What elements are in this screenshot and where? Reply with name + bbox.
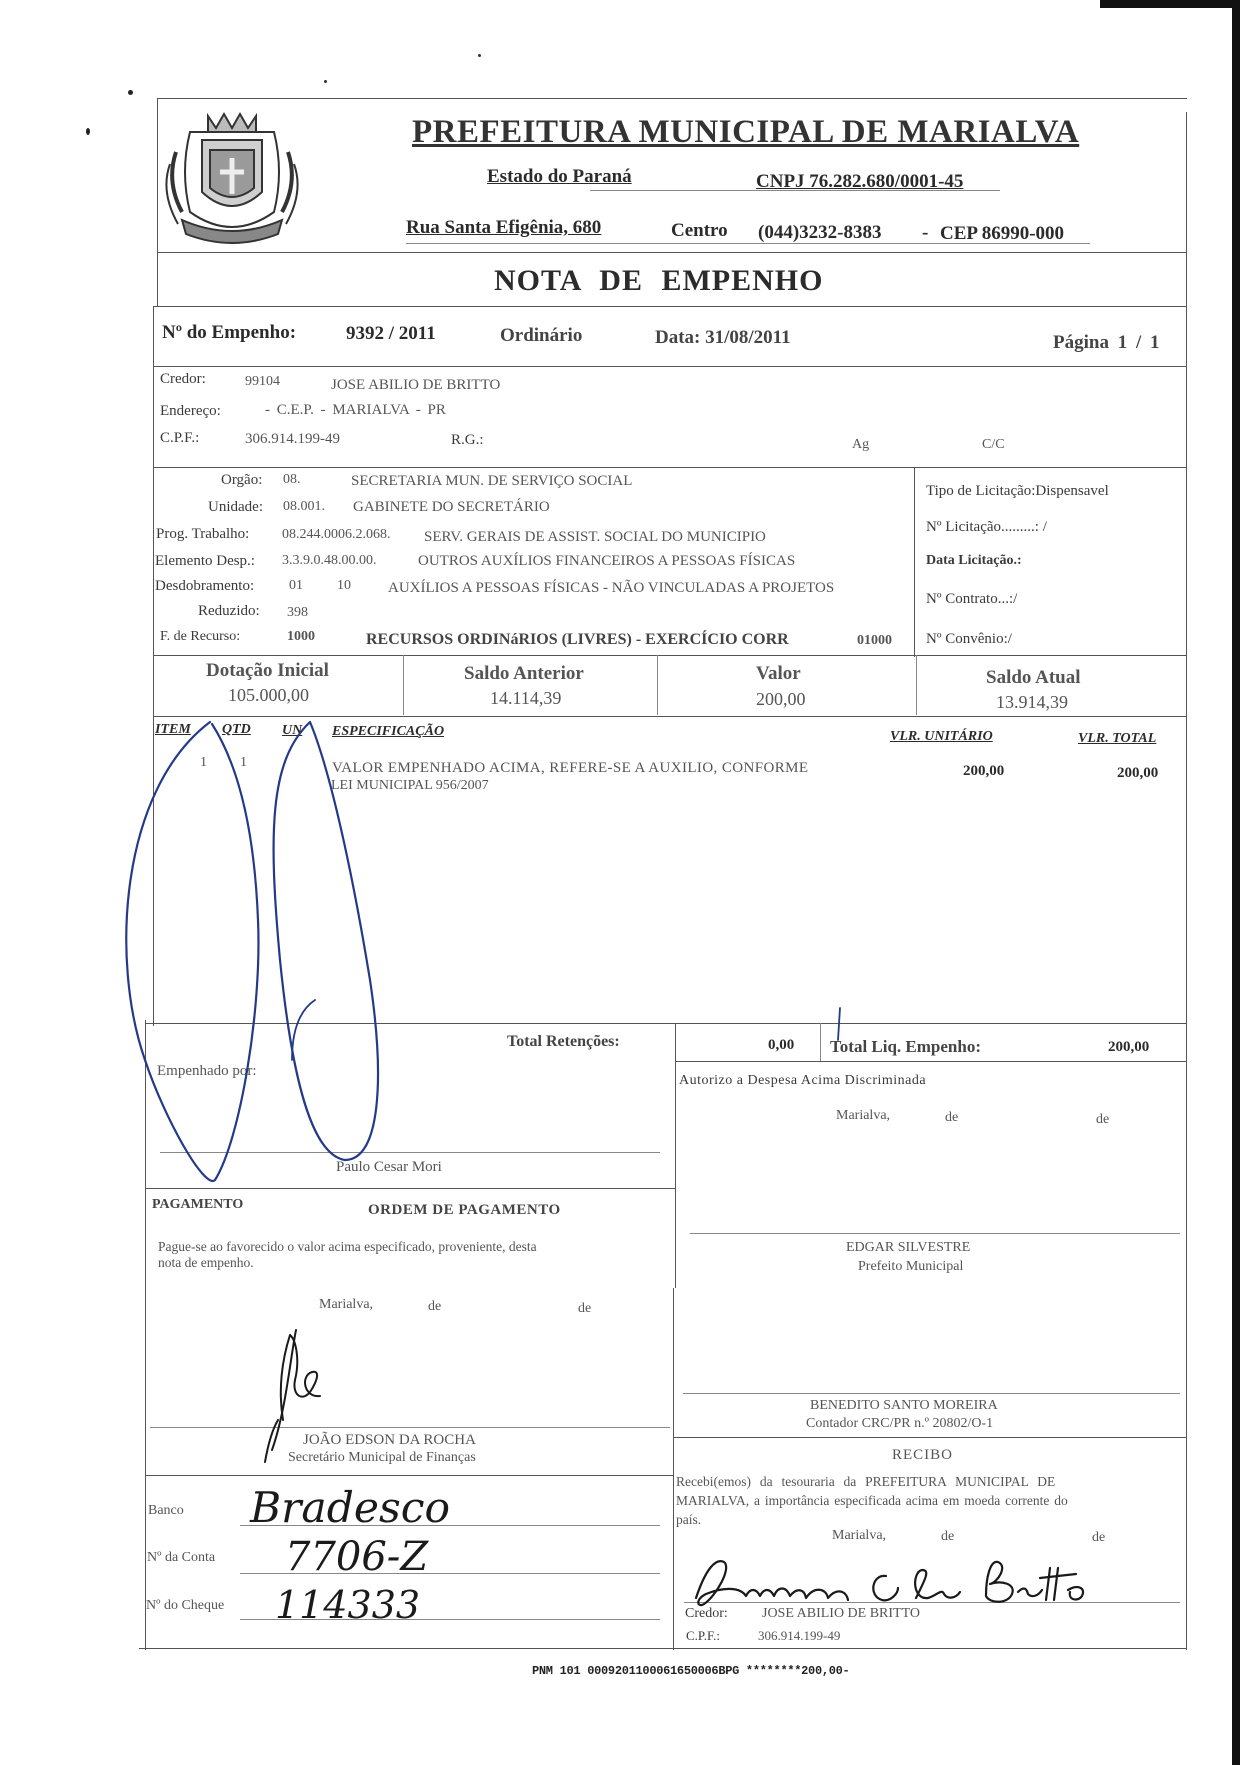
prefeito-nome: EDGAR SILVESTRE xyxy=(846,1240,971,1255)
orgao-code: 08. xyxy=(283,472,301,487)
state-label: Estado do Paraná xyxy=(487,166,632,187)
secretario-nome: JOÃO EDSON DA ROCHA xyxy=(303,1432,476,1448)
elemento-label: Elemento Desp.: xyxy=(155,553,255,569)
recibo-line1: Recebi(emos) da tesouraria da PREFEITURA MUNICIPAL DE xyxy=(676,1474,1056,1489)
empenho-number: 9392 / 2011 xyxy=(346,323,436,344)
cpf-value: 306.914.199-49 xyxy=(245,431,340,447)
liquido-label: Total Liq. Empenho: xyxy=(830,1037,981,1056)
col-item: ITEM xyxy=(155,722,191,737)
recurso-label: F. de Recurso: xyxy=(160,629,241,644)
endereco-value: - C.E.P. - MARIALVA - PR xyxy=(265,402,446,418)
conta-label: Nº da Conta xyxy=(147,1550,216,1565)
recibo-cpf-label: C.P.F.: xyxy=(686,1628,721,1643)
dash-sep: - xyxy=(922,222,929,243)
licitacao-contrato: Nº Contrato...:/ xyxy=(926,591,1018,607)
pagamento-de-2: de xyxy=(578,1301,592,1316)
licitacao-tipo: Tipo de Licitação:Dispensavel xyxy=(926,483,1109,499)
cheque-handwritten: 114333 xyxy=(275,1583,421,1627)
empenhado-nome: Paulo Cesar Mori xyxy=(336,1159,442,1175)
anterior-label: Saldo Anterior xyxy=(464,663,584,684)
pagamento-de-1: de xyxy=(428,1299,442,1314)
row-desc-line2: LEI MUNICIPAL 956/2007 xyxy=(331,778,489,793)
recibo-city: Marialva, xyxy=(832,1528,887,1543)
credor-label: Credor: xyxy=(160,371,206,387)
dotacao-value: 105.000,00 xyxy=(228,685,309,705)
pague-line1: Pague-se ao favorecido o valor acima especificado, proveniente, desta xyxy=(158,1239,537,1254)
desdobramento-desc: AUXÍLIOS A PESSOAS FÍSICAS - NÃO VINCULADAS A PROJETOS xyxy=(388,580,835,596)
desdobramento-label: Desdobramento: xyxy=(155,578,255,594)
cpf-label: C.P.F.: xyxy=(160,430,200,446)
credor-code: 99104 xyxy=(245,374,280,389)
col-unit: VLR. UNITÁRIO xyxy=(890,729,993,744)
autorizo-label: Autorizo a Despesa Acima Discriminada xyxy=(679,1073,927,1088)
recibo-credor-nome: JOSE ABILIO DE BRITTO xyxy=(762,1606,921,1621)
rg-label: R.G.: xyxy=(451,432,484,448)
address-district: Centro xyxy=(671,220,728,241)
empenho-number-label: Nº do Empenho: xyxy=(162,322,297,343)
contador-cargo: Contador CRC/PR n.º 20802/O-1 xyxy=(806,1416,994,1431)
prog-code: 08.244.0006.2.068. xyxy=(282,527,391,542)
desdobramento-a: 01 xyxy=(289,578,303,593)
cheque-label: Nº do Cheque xyxy=(146,1598,225,1613)
cc-label: C/C xyxy=(982,437,1005,452)
elemento-desc: OUTROS AUXÍLIOS FINANCEIROS A PESSOAS FÍSICAS xyxy=(418,553,796,569)
liquido-value: 200,00 xyxy=(1108,1039,1150,1055)
ordem-label: ORDEM DE PAGAMENTO xyxy=(368,1202,561,1218)
orgao-desc: SECRETARIA MUN. DE SERVIÇO SOCIAL xyxy=(351,473,633,489)
banco-label: Banco xyxy=(148,1503,184,1518)
banco-handwriting xyxy=(230,1470,670,1650)
row-desc-line1: VALOR EMPENHADO ACIMA, REFERE-SE A AUXILIO, CONFORME xyxy=(332,760,809,776)
row-total: 200,00 xyxy=(1117,765,1159,781)
contador-nome: BENEDITO SANTO MOREIRA xyxy=(810,1398,998,1413)
valor-label: Valor xyxy=(756,663,801,684)
recibo-credor-label: Credor: xyxy=(685,1606,728,1621)
col-espec: ESPECIFICAÇÃO xyxy=(332,724,445,739)
anterior-value: 14.114,39 xyxy=(490,688,562,708)
recibo-de-2: de xyxy=(1092,1530,1106,1545)
orgao-label: Orgão: xyxy=(221,472,263,488)
licitacao-numero: Nº Licitação.........: / xyxy=(926,519,1047,535)
unidade-code: 08.001. xyxy=(283,499,325,514)
address-street: Rua Santa Efigênia, 680 xyxy=(406,217,602,238)
recibo-de-1: de xyxy=(941,1529,955,1544)
reduzido-label: Reduzido: xyxy=(198,603,260,619)
atual-value: 13.914,39 xyxy=(996,692,1068,712)
recurso-number: 01000 xyxy=(857,633,892,648)
dotacao-label: Dotação Inicial xyxy=(206,660,329,681)
autorizo-de-1: de xyxy=(945,1110,959,1125)
footer-code: PNM 101 0009201100061650006BPG ********200,00- xyxy=(532,1664,850,1678)
atual-label: Saldo Atual xyxy=(986,667,1081,688)
ag-label: Ag xyxy=(852,437,870,452)
pagamento-city: Marialva, xyxy=(319,1297,374,1312)
credor-name: JOSE ABILIO DE BRITTO xyxy=(331,377,501,393)
cnpj-label: CNPJ 76.282.680/0001-45 xyxy=(756,171,964,192)
row-item: 1 xyxy=(200,755,207,770)
autorizo-de-2: de xyxy=(1096,1112,1110,1127)
recibo-line2: MARIALVA, a importância especificada acima em moeda corrente do xyxy=(676,1493,1068,1508)
col-total: VLR. TOTAL xyxy=(1078,731,1157,746)
prefeito-cargo: Prefeito Municipal xyxy=(858,1259,964,1274)
empenho-type: Ordinário xyxy=(500,325,583,346)
document-title: NOTA DE EMPENHO xyxy=(494,264,824,297)
endereco-label: Endereço: xyxy=(160,403,221,419)
empenho-date: Data: 31/08/2011 xyxy=(655,327,791,348)
col-qtd: QTD xyxy=(222,722,251,737)
cep-label: CEP 86990-000 xyxy=(940,223,1065,244)
valor-value: 200,00 xyxy=(756,689,806,709)
secretario-cargo: Secretário Municipal de Finanças xyxy=(288,1450,476,1465)
retencoes-label: Total Retenções: xyxy=(507,1033,620,1050)
recibo-line3: país. xyxy=(676,1512,702,1527)
unidade-desc: GABINETE DO SECRETÁRIO xyxy=(353,499,550,515)
reduzido-value: 398 xyxy=(287,605,308,620)
licitacao-data: Data Licitação.: xyxy=(926,553,1022,568)
autorizo-city: Marialva, xyxy=(836,1108,891,1123)
unidade-label: Unidade: xyxy=(208,499,263,515)
pague-line2: nota de empenho. xyxy=(158,1255,254,1270)
pagamento-label: PAGAMENTO xyxy=(152,1197,244,1212)
banco-handwritten: Bradesco xyxy=(248,1483,450,1532)
elemento-code: 3.3.9.0.48.00.00. xyxy=(282,553,377,568)
recipient-signature xyxy=(686,1548,1096,1614)
row-qtd: 1 xyxy=(240,755,247,770)
prog-desc: SERV. GERAIS DE ASSIST. SOCIAL DO MUNICIPIO xyxy=(424,529,766,545)
col-un: UN xyxy=(282,723,303,738)
empenhado-label: Empenhado por: xyxy=(157,1063,257,1079)
recurso-code: 1000 xyxy=(287,629,315,644)
conta-handwritten: 7706-Z xyxy=(285,1534,429,1580)
prefeitura-title: PREFEITURA MUNICIPAL DE MARIALVA xyxy=(412,114,1080,150)
phone-label: (044)3232-8383 xyxy=(758,222,882,243)
recibo-cpf: 306.914.199-49 xyxy=(758,1628,841,1643)
prog-label: Prog. Trabalho: xyxy=(156,526,250,542)
recurso-desc: RECURSOS ORDINáRIOS (LIVRES) - EXERCÍCIO CORR xyxy=(366,631,789,648)
retencoes-value: 0,00 xyxy=(768,1037,795,1053)
desdobramento-b: 10 xyxy=(337,578,351,593)
page-number: Página 1 / 1 xyxy=(1053,332,1160,353)
row-unit: 200,00 xyxy=(963,763,1005,779)
recibo-label: RECIBO xyxy=(892,1447,954,1463)
licitacao-convenio: Nº Convênio:/ xyxy=(926,631,1012,647)
